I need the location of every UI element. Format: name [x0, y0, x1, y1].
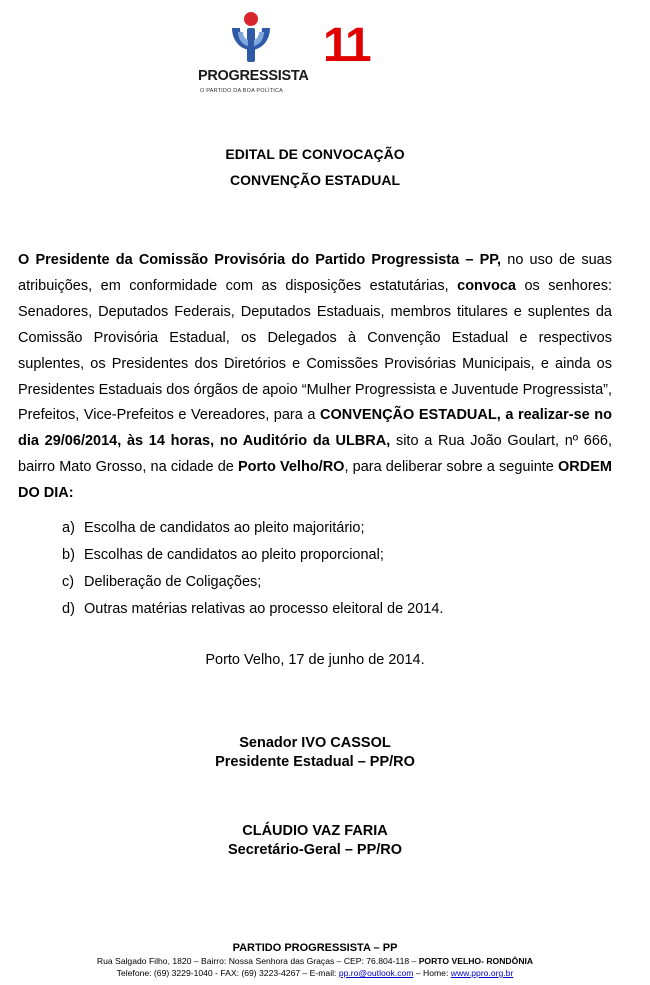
body-text-bold-3: convoca [457, 277, 516, 294]
signature-block-president [0, 734, 630, 772]
body-text-6: sito a Rua João Goulart, nº 666, bairro Mato Grosso, na cidade de [18, 433, 612, 476]
footer-home-label: – Home: [413, 968, 451, 978]
email-link[interactable]: pp.ro@outlook.com [338, 968, 414, 978]
footer-phones: Telefone: (69) 3229-1040 - FAX: (69) 3223-4267 – E-mail: [116, 968, 339, 978]
body-text-2: no uso de suas atribuições, em conformidade com as disposições estatutárias, [18, 252, 612, 294]
party-logo [198, 10, 398, 98]
list-item [62, 515, 443, 542]
list-item [62, 596, 443, 623]
body-text-8: , para deliberar sobre a seguinte [344, 459, 559, 476]
list-marker: c) [62, 574, 75, 590]
agenda-list [62, 515, 443, 623]
party-number: 11 [323, 19, 370, 72]
footer-address-text: Rua Salgado Filho, 1820 – Bairro: Nossa Senhora das Graças – CEP: 76.804-118 – [96, 956, 419, 966]
list-marker: a) [62, 520, 75, 536]
list-item-text: Escolha de candidatos ao pleito majoritário; [84, 520, 365, 536]
footer-city: PORTO VELHO- RONDÔNIA [418, 956, 534, 966]
signature-block-secretary [0, 822, 630, 860]
list-marker: d) [62, 601, 75, 617]
list-marker: b) [62, 547, 75, 563]
list-item-text: Deliberação de Coligações; [84, 574, 262, 590]
list-item-text: Outras matérias relativas ao processo eleitoral de 2014. [84, 601, 444, 617]
convocation-paragraph [18, 248, 612, 507]
party-tagline: O PARTIDO DA BOA POLÍTICA [200, 88, 284, 94]
document-subtitle: CONVENÇÃO ESTADUAL [229, 172, 401, 188]
list-item-text: Escolhas de candidatos ao pleito proporcional; [84, 547, 384, 563]
body-text-bold-7: Porto Velho/RO [237, 459, 345, 476]
body-text-bold-5: CONVENÇÃO ESTADUAL, a realizar-se no dia 29/06/2014, às 14 horas, no Auditório da ULBRA, [18, 407, 612, 450]
signatory-role: Presidente Estadual – PP/RO [215, 754, 415, 770]
footer-contacts [0, 967, 630, 979]
document-title: EDITAL DE CONVOCAÇÃO [225, 146, 405, 162]
party-emblem-icon [228, 10, 274, 66]
signatory-name: Senador IVO CASSOL [239, 735, 391, 751]
footer-title: PARTIDO PROGRESSISTA – PP [232, 942, 398, 954]
website-link[interactable]: www.ppro.org.br [450, 968, 514, 978]
list-item [62, 569, 443, 596]
signatory-name: CLÁUDIO VAZ FARIA [242, 823, 388, 839]
party-brand-name: PROGRESSISTA [198, 68, 309, 84]
place-date: Porto Velho, 17 de junho de 2014. [205, 652, 425, 668]
page-footer [0, 942, 630, 979]
footer-address [0, 955, 630, 967]
body-text-4: os senhores: Senadores, Deputados Federais, Deputados Estaduais, membros titulares e suplentes da Comissão Provisória Estadual, os Delegados à Convenção Estadual e respectivos suplentes, os Presidentes dos Diretórios e Comissões Provisórias Municipais, e ainda os Presidentes Estaduais dos órgãos de apoio “Mulher Progressista e Juventude Progressista”, Prefeitos, Vice-Prefeitos e Vereadores, para a [18, 277, 613, 424]
signatory-role: Secretário-Geral – PP/RO [227, 842, 403, 858]
body-text-bold-9: ORDEM DO DIA: [18, 459, 612, 502]
body-text-bold-1: O Presidente da Comissão Provisória do Partido Progressista – PP, [18, 252, 502, 268]
list-item [62, 542, 443, 569]
